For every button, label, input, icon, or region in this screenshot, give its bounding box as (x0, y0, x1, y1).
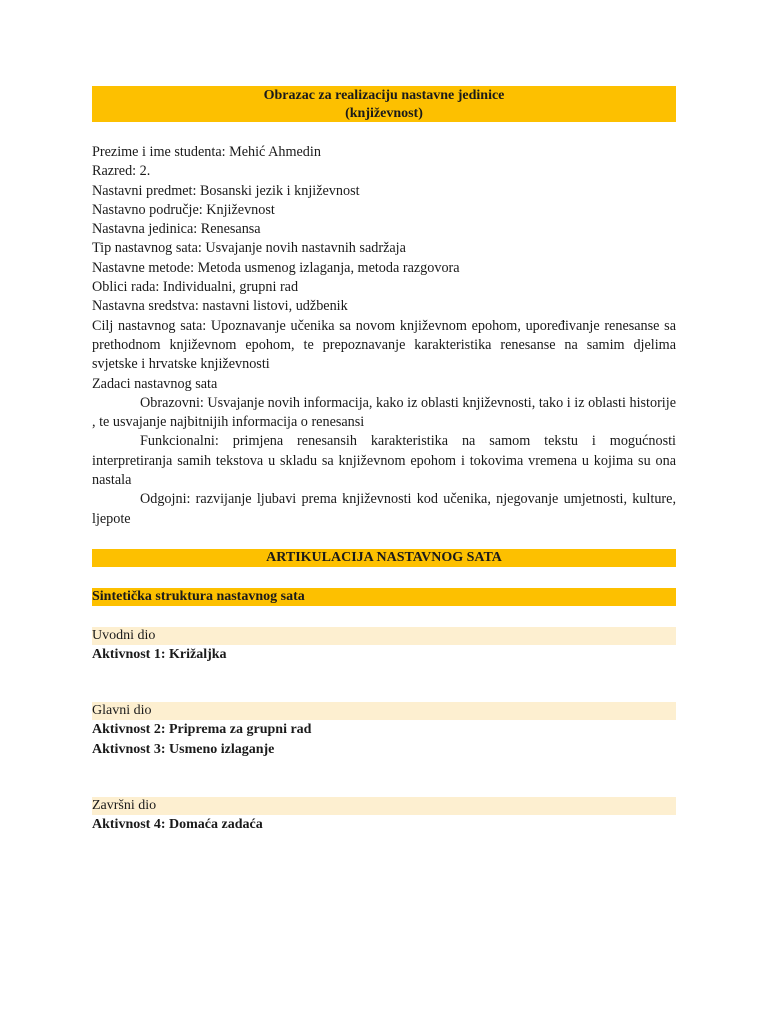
activity-3: Aktivnost 3: Usmeno izlaganje (92, 741, 275, 757)
work-forms: Oblici rada: Individualni, grupni rad (92, 279, 299, 296)
tasks-heading: Zadaci nastavnog sata (92, 375, 218, 392)
grade: Razred: 2. (92, 163, 151, 180)
form-title: Obrazac za realizaciju nastavne jedinice (263, 88, 505, 103)
phase-final: Završni dio (92, 797, 676, 815)
task-educational: Obrazovni: Usvajanje novih informacija, kako iz oblasti književnosti, tako i iz oblasti historije , te usvajanje najbitnijih informacija o renesansi (92, 394, 676, 431)
structure-heading: Sintetička struktura nastavnog sata (92, 588, 676, 606)
phase-intro: Uvodni dio (92, 627, 676, 645)
lesson-type: Tip nastavnog sata: Usvajanje novih nastavnih sadržaja (92, 240, 406, 257)
subject: Nastavni predmet: Bosanski jezik i književnost (92, 182, 360, 199)
lesson-info (92, 143, 676, 529)
document-page (92, 86, 676, 835)
activity-4: Aktivnost 4: Domaća zadaća (92, 817, 263, 833)
teaching-tools: Nastavna sredstva: nastavni listovi, udžbenik (92, 298, 348, 315)
phase-main: Glavni dio (92, 702, 676, 720)
form-subtitle: (književnost) (345, 106, 423, 121)
activity-1: Aktivnost 1: Križaljka (92, 646, 227, 662)
activity-2: Aktivnost 2: Priprema za grupni rad (92, 722, 312, 738)
articulation-heading: ARTIKULACIJA NASTAVNOG SATA (92, 549, 676, 567)
student-name: Prezime i ime studenta: Mehić Ahmedin (92, 144, 321, 160)
subject-area: Nastavno područje: Književnost (92, 201, 275, 218)
form-title-box (92, 86, 676, 122)
teaching-unit: Nastavna jedinica: Renesansa (92, 221, 261, 238)
task-upbringing: Odgojni: razvijanje ljubavi prema književnosti kod učenika, njegovanje umjetnosti, kulture, ljepote (92, 491, 676, 527)
lesson-goal: Cilj nastavnog sata: Upoznavanje učenika sa novom književnom epohom, upoređivanje renesanse sa prethodnom književnom epohom, te prepoznavanje karakteristika renesanse na samim djelima svjetske i hrvatske književnosti (92, 317, 676, 373)
teaching-methods: Nastavne metode: Metoda usmenog izlaganja, metoda razgovora (92, 259, 460, 276)
task-functional: Funkcionalni: primjena renesansih karakteristika na samom tekstu i mogućnosti interpretiranja samih tekstova u skladu sa književnom epohom i tokovima vremena u kojima su ona nastala (92, 433, 676, 489)
